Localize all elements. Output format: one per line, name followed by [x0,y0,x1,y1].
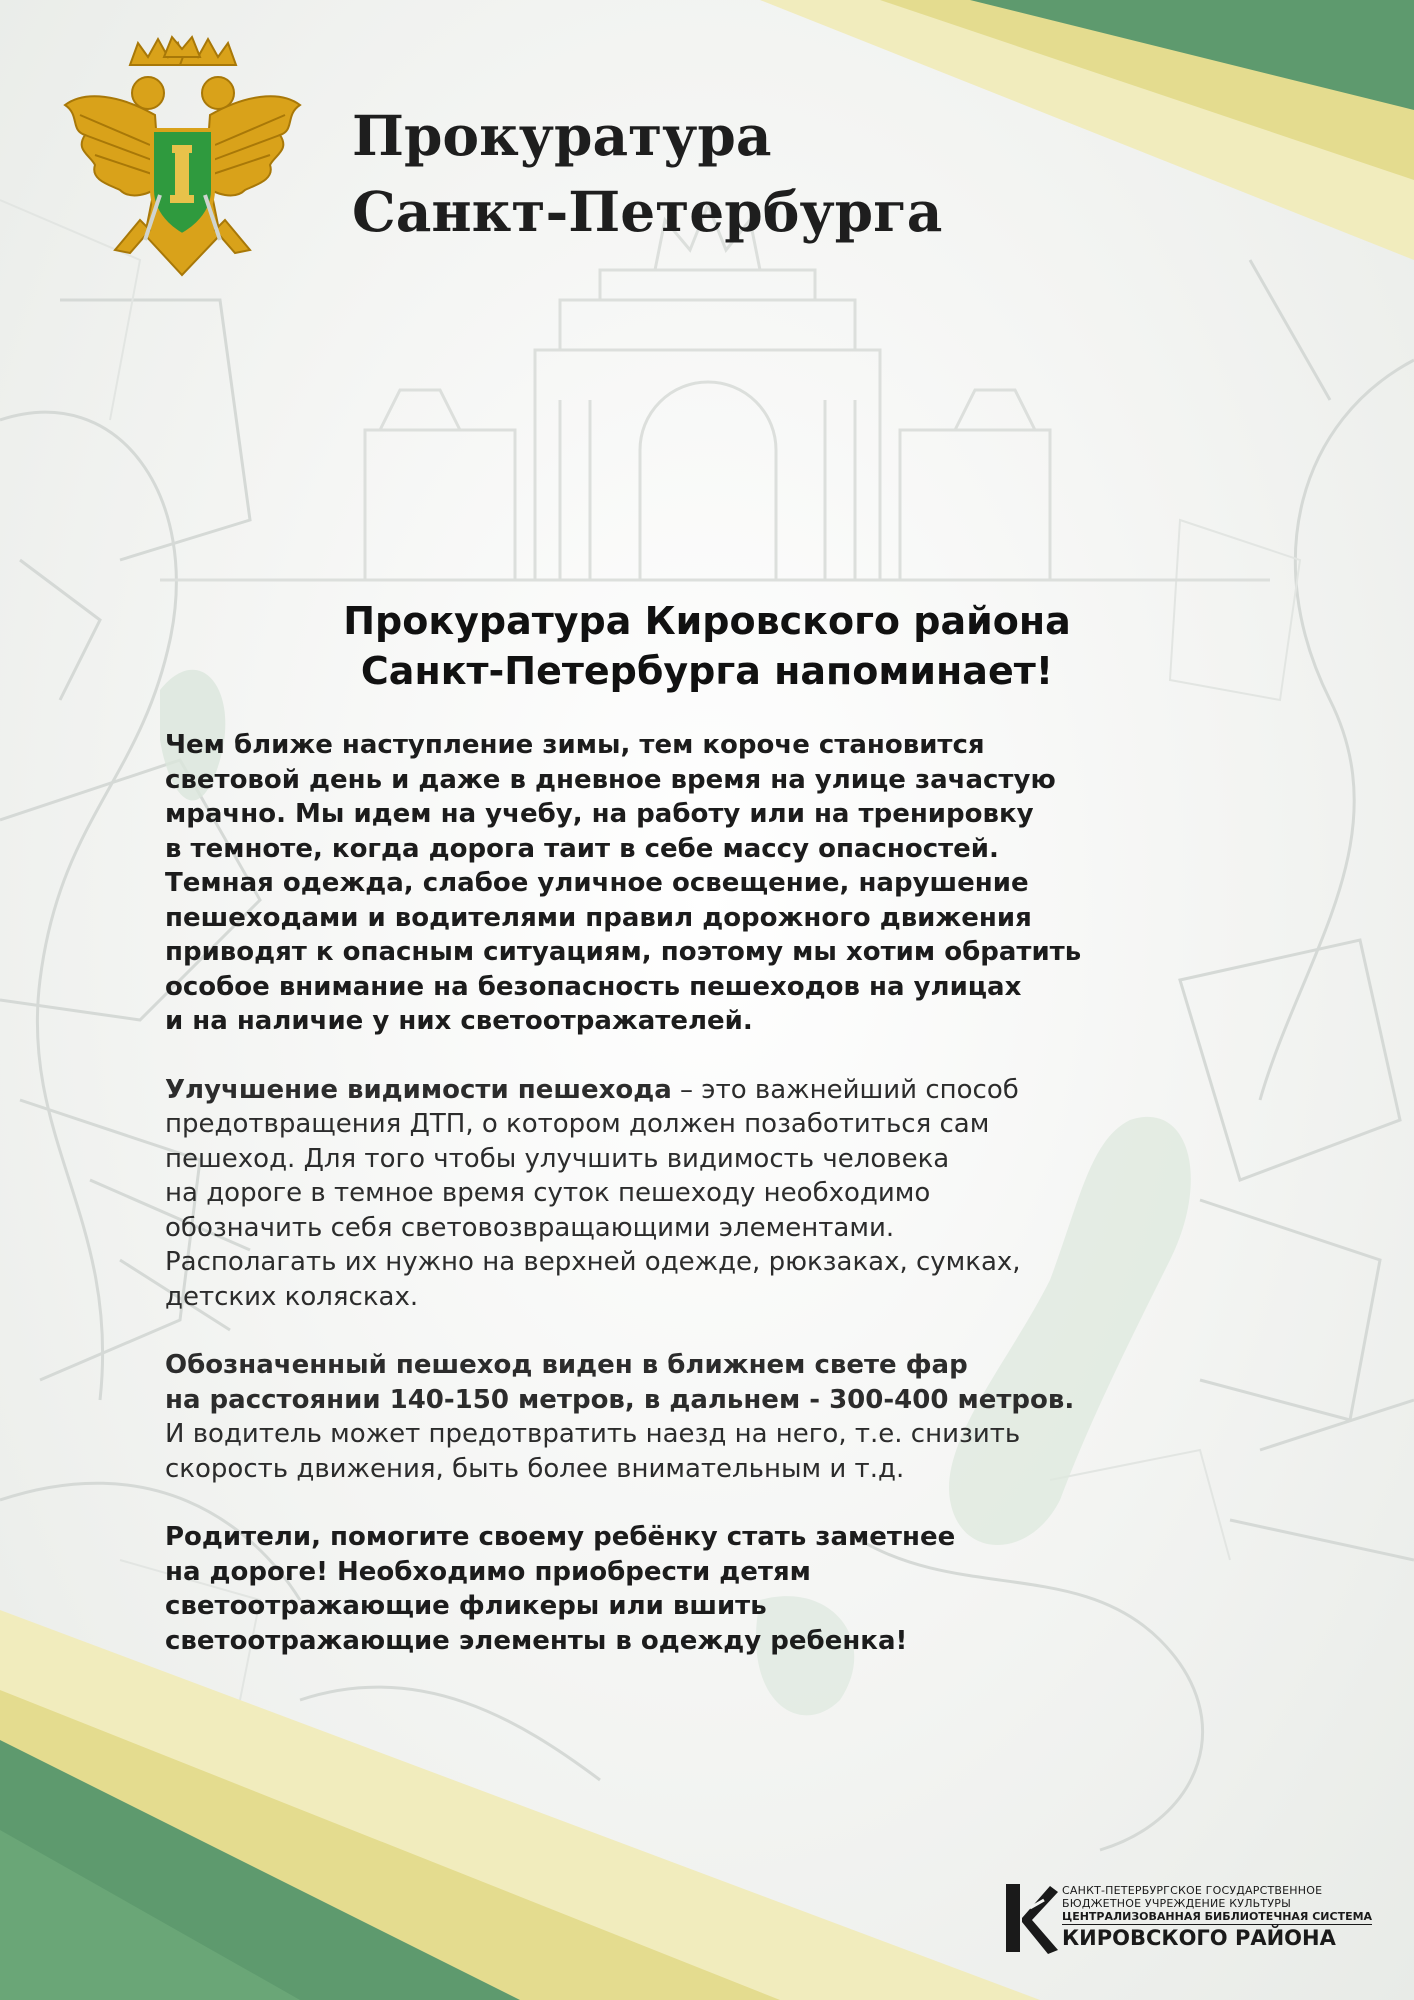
paragraph-distance [165,1348,1265,1486]
text-line: светоотражающие элементы в одежду ребенка! [165,1625,908,1656]
text-line: светоотражающие фликеры или вшить [165,1591,767,1621]
text-line: мрачно. Мы идем на учебу, на работу или на тренировку [165,799,1034,829]
paragraph-winter-darkness [165,728,1265,1039]
text-line: Родители, помогите своему ребёнку стать заметнее [165,1522,956,1552]
text-line: и на наличие у них светоотражателей. [165,1006,753,1036]
logo-line2: БЮДЖЕТНОЕ УЧРЕЖДЕНИЕ КУЛЬТУРЫ [1062,1897,1291,1910]
body-text [165,728,1265,1692]
text-line: особое внимание на безопасность пешеходов на улицах [165,971,1022,1002]
text-line: обозначить себя световозвращающими элементами. [165,1212,895,1243]
text-line: И водитель может предотвратить наезд на него, т.е. снизить [165,1419,1021,1449]
text-line: Располагать их нужно на верхней одежде, рюкзаках, сумках, [165,1247,1021,1277]
text-line: Чем ближе наступление зимы, тем короче становится [165,730,985,760]
text-line: на дороге в темное время суток пешеходу необходимо [165,1178,931,1208]
text-line: на дороге! Необходимо приобрести детям [165,1556,811,1587]
logo-line4: КИРОВСКОГО РАЙОНА [1062,1926,1336,1950]
text-line [165,1073,1265,1108]
text-line: на расстоянии 140-150 метров, в дальнем - 300-400 метров. [165,1384,1075,1415]
organization-title [352,98,942,250]
headline-line2: Санкт-Петербурга напоминает! [360,649,1054,693]
arch-silhouette [160,205,1270,580]
text-line: световой день и даже в дневное время на улице зачастую [165,764,1056,795]
library-k-mark-icon [1000,1878,1060,1958]
text-line: Темная одежда, слабое уличное освещение, нарушение [165,868,1029,898]
visibility-emphasis: Улучшение видимости пешехода [165,1074,672,1105]
text-line: детских колясках. [165,1281,419,1312]
headline-line1: Прокуратура Кировского района [343,599,1071,643]
library-system-text [1062,1884,1372,1951]
organization-title-line2: Санкт-Петербурга [352,179,943,244]
logo-line3: ЦЕНТРАЛИЗОВАННАЯ БИБЛИОТЕЧНАЯ СИСТЕМА [1062,1910,1373,1923]
text-line: предотвращения ДТП, о котором должен позаботиться сам [165,1109,990,1139]
organization-title-line1: Прокуратура [352,103,772,168]
eagle-emblem-icon [60,35,305,285]
text-line: Обозначенный пешеход виден в ближнем свете фар [165,1350,968,1380]
headline [160,596,1254,696]
text-line: пешеход. Для того чтобы улучшить видимость человека [165,1143,950,1174]
text-line: приводят к опасным ситуациям, поэтому мы хотим обратить [165,937,1082,967]
logo-line1: САНКТ-ПЕТЕРБУРГСКОЕ ГОСУДАРСТВЕННОЕ [1062,1884,1323,1897]
visibility-rest: – это важнейший способ [671,1074,1019,1105]
text-line: скорость движения, быть более внимательным и т.д. [165,1453,905,1484]
text-line: пешеходами и водителями правил дорожного движения [165,902,1032,933]
text-line: в темноте, когда дорога таит в себе массу опасностей. [165,833,999,864]
paragraph-visibility [165,1073,1265,1315]
paragraph-parents-appeal [165,1520,1265,1658]
library-system-logo [1000,1878,1380,1958]
